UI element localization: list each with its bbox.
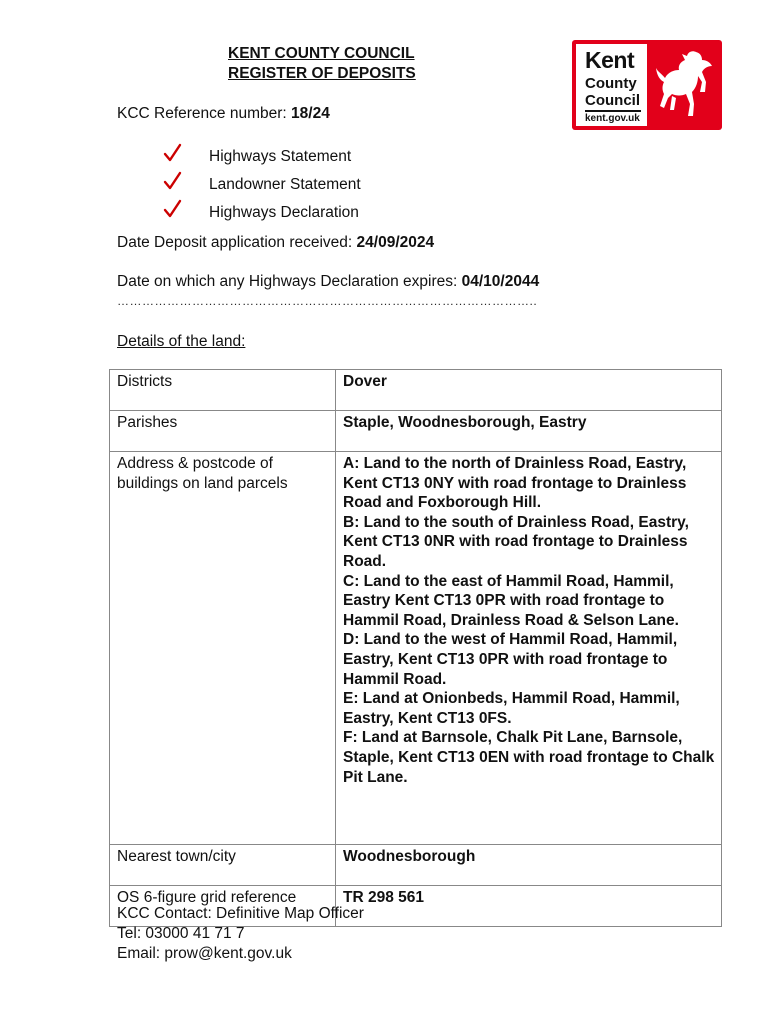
table-row <box>110 411 722 452</box>
nearest-town-label: Nearest town/city <box>110 845 336 886</box>
land-details-table <box>109 369 722 927</box>
address-parcel-e: E: Land at Onionbeds, Hammil Road, Hammil, Eastry, Kent CT13 0FS. <box>343 690 680 727</box>
table-row <box>110 452 722 845</box>
address-parcel-a: A: Land to the north of Drainless Road, Eastry, Kent CT13 0NY with road frontage to Drainless Road and Foxborough Hill. <box>343 455 687 512</box>
address-value <box>336 452 722 845</box>
contact-email: Email: prow@kent.gov.uk <box>117 945 292 962</box>
districts-value: Dover <box>336 370 722 411</box>
title-line-1: KENT COUNTY COUNCIL <box>228 45 415 62</box>
reference-label: KCC Reference number: <box>117 105 287 122</box>
expiry-date-line <box>117 272 539 292</box>
nearest-town-value: Woodnesborough <box>336 845 722 886</box>
districts-label: Districts <box>110 370 336 411</box>
received-date-line <box>117 233 434 253</box>
expiry-label: Date on which any Highways Declaration expires: <box>117 273 458 290</box>
checklist-item-highways-statement: Highways Statement <box>209 148 352 165</box>
logo-word-county: County <box>585 75 637 92</box>
document-title <box>228 44 416 84</box>
address-parcel-b: B: Land to the south of Drainless Road, Eastry, Kent CT13 0NR with road frontage to Drainless Road. <box>343 513 689 570</box>
received-value: 24/09/2024 <box>356 234 435 251</box>
address-parcel-c: C: Land to the east of Hammil Road, Hammil, Eastry Kent CT13 0PR with road frontage to Hammil Road, Drainless Road & Selson Lane. <box>343 572 679 629</box>
logo-text-panel <box>576 44 647 126</box>
contact-officer: KCC Contact: Definitive Map Officer <box>117 905 364 922</box>
expiry-value: 04/10/2044 <box>461 273 540 290</box>
checklist-item-highways-declaration: Highways Declaration <box>209 204 359 221</box>
reference-line <box>117 104 330 124</box>
logo-underline <box>585 110 641 112</box>
logo-word-kent: Kent <box>585 47 635 73</box>
table-row <box>110 370 722 411</box>
checkmark-icon <box>162 171 182 191</box>
reference-value: 18/24 <box>291 105 330 122</box>
land-details-heading: Details of the land: <box>117 333 246 350</box>
white-horse-icon <box>652 46 716 124</box>
contact-block <box>117 904 364 964</box>
logo-url: kent.gov.uk <box>585 113 640 124</box>
logo-word-council: Council <box>585 92 640 109</box>
address-label: Address & postcode of buildings on land parcels <box>110 452 336 845</box>
os-grid-label: OS 6-figure grid reference <box>110 886 336 927</box>
checkmark-icon <box>162 199 182 219</box>
address-parcel-f: F: Land at Barnsole, Chalk Pit Lane, Barnsole, Staple, Kent CT13 0EN with road frontage to Chalk Pit Lane. <box>343 729 715 786</box>
received-label: Date Deposit application received: <box>117 234 353 251</box>
checkmark-icon <box>162 143 182 163</box>
checklist-item-landowner-statement: Landowner Statement <box>209 176 361 193</box>
table-row <box>110 845 722 886</box>
os-grid-value: TR 298 561 <box>336 886 722 927</box>
address-parcel-d: D: Land to the west of Hammil Road, Hammil, Eastry, Kent CT13 0PR with road frontage to Hammil Road. <box>343 631 678 688</box>
kent-county-council-logo <box>572 40 722 130</box>
contact-phone: Tel: 03000 41 71 7 <box>117 925 245 942</box>
dotted-separator: ……………………………………………………………………………………….. <box>117 294 538 308</box>
title-line-2: REGISTER OF DEPOSITS <box>228 65 416 82</box>
parishes-label: Parishes <box>110 411 336 452</box>
parishes-value: Staple, Woodnesborough, Eastry <box>336 411 722 452</box>
